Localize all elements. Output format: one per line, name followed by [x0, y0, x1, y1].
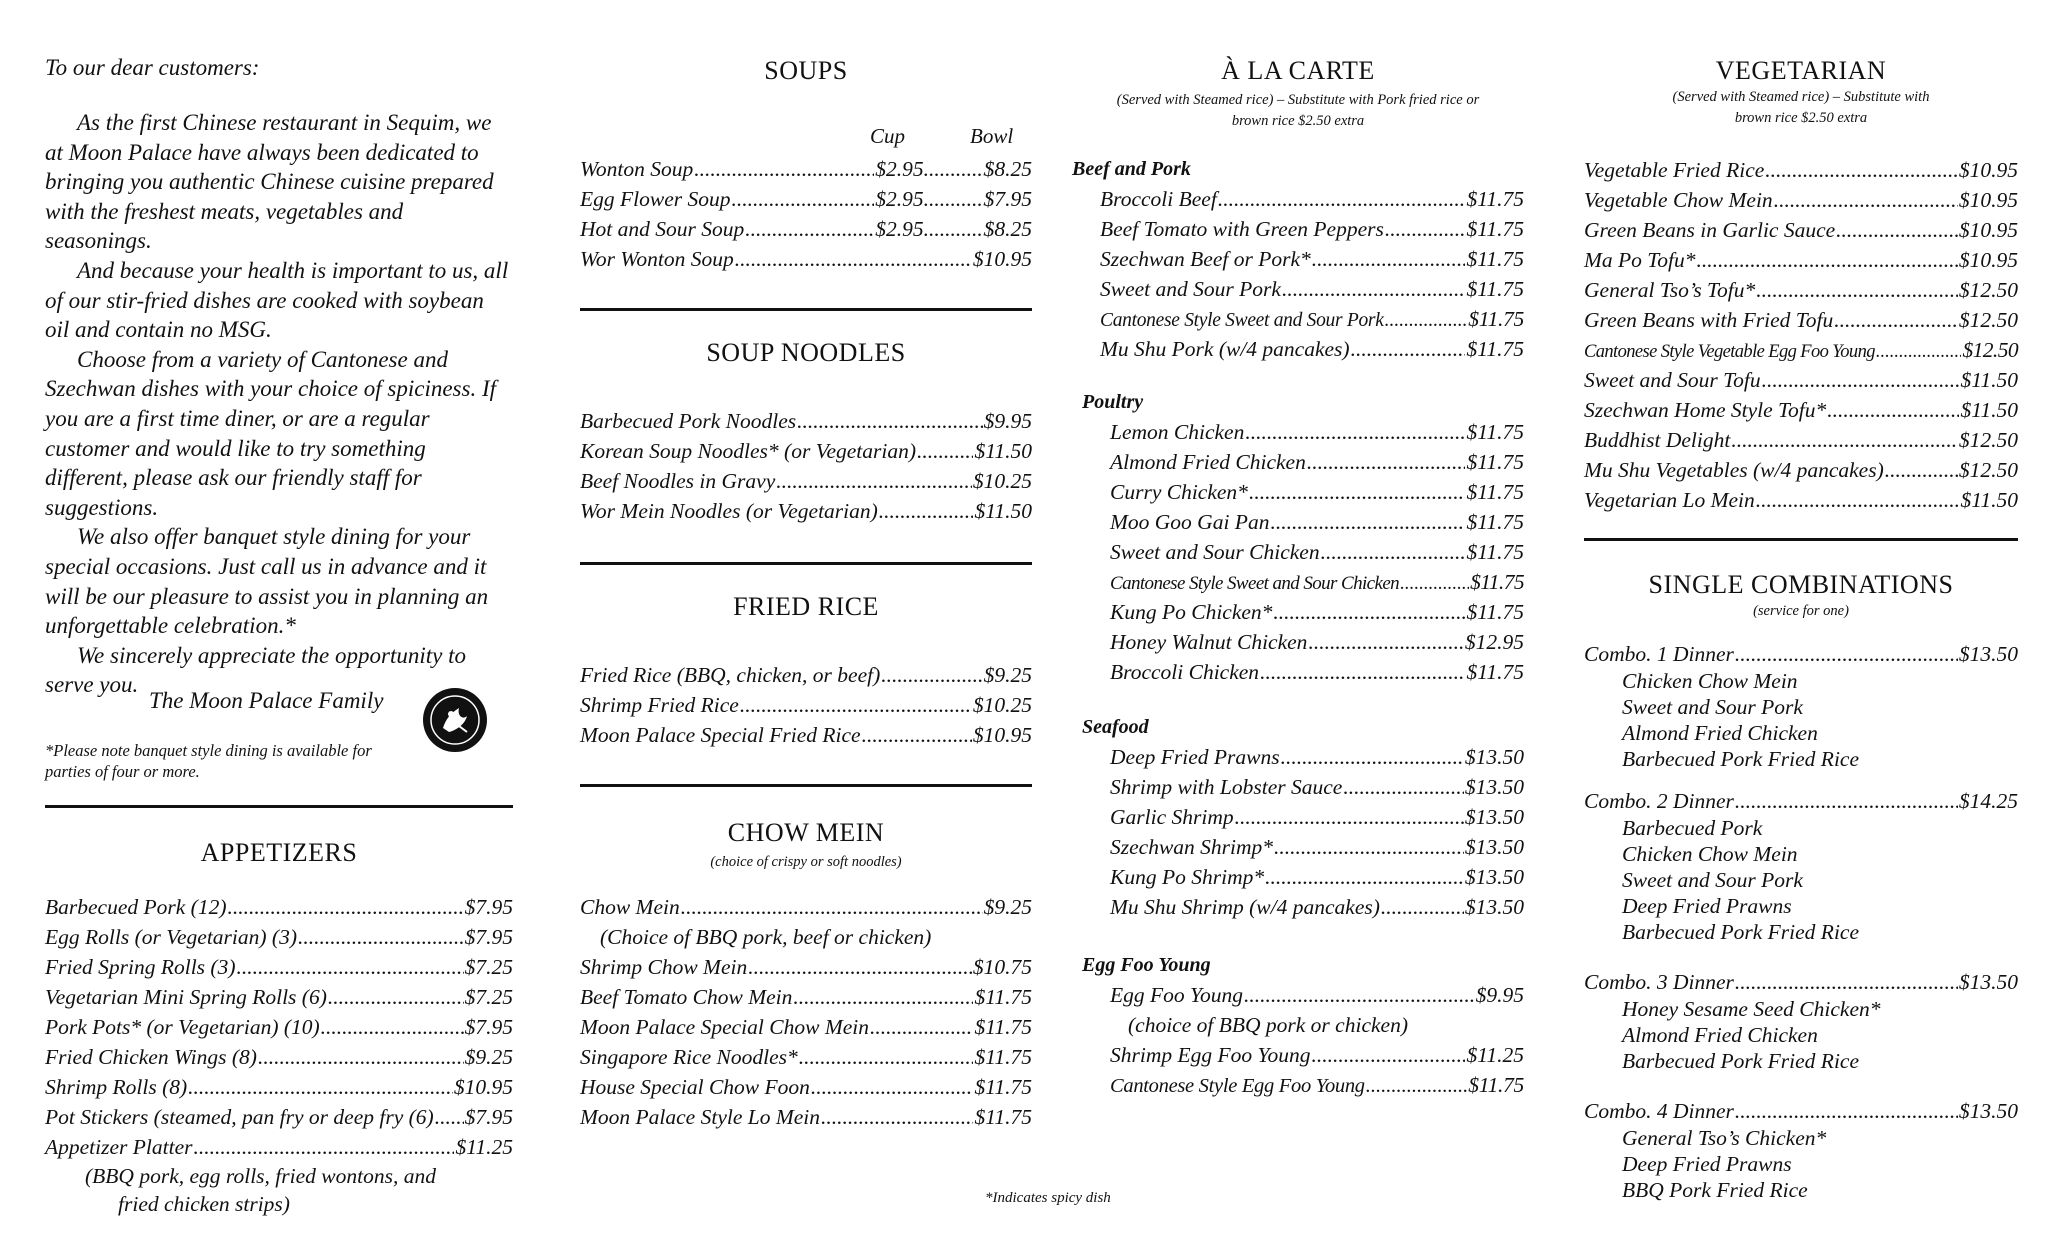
- section-divider: [1584, 538, 2018, 541]
- menu-item: Broccoli Beef ..... $11.75: [1100, 184, 1524, 214]
- combo-1: [1584, 640, 2018, 772]
- intro-paragraph-2: And because your health is important to us, all of our stir-fried dishes are cooked with soybean oil and contain no MSG.: [45, 257, 509, 343]
- fried-rice-title: FRIED RICE: [733, 592, 879, 621]
- menu-item: Egg Foo Young ..... $9.95: [1110, 980, 1524, 1010]
- greeting: To our dear customers:: [45, 55, 260, 80]
- menu-item: Sweet and Sour Pork ..... $11.75: [1100, 274, 1524, 304]
- chow-mein-note: (Choice of BBQ pork, beef or chicken): [600, 925, 932, 949]
- menu-item: Garlic Shrimp ..... $13.50: [1110, 802, 1524, 832]
- menu-item: Cantonese Style Vegetable Egg Foo Young ..... $12.50: [1584, 335, 2018, 365]
- menu-item: Vegetable Chow Mein ..... $10.95: [1584, 185, 2018, 215]
- combo-item: Chicken Chow Mein: [1622, 669, 1798, 693]
- menu-item: Fried Chicken Wings (8) ..... $9.25: [45, 1042, 513, 1072]
- menu-item: Egg Flower Soup ..... $2.95 ..... $7.95: [580, 184, 1032, 214]
- menu-item: Shrimp with Lobster Sauce ..... $13.50: [1110, 772, 1524, 802]
- seafood-section: [1072, 712, 1524, 922]
- spicy-footnote: *Indicates spicy dish: [985, 1190, 1111, 1206]
- menu-item: Moon Palace Special Fried Rice ..... $10.95: [580, 720, 1032, 750]
- menu-item: Barbecued Pork Noodles ..... $9.95: [580, 406, 1032, 436]
- combinations-title: SINGLE COMBINATIONS: [1648, 570, 1954, 599]
- menu-item: Barbecued Pork (12) ..... $7.95: [45, 892, 513, 922]
- menu-item: Kung Po Shrimp* ..... $13.50: [1110, 862, 1524, 892]
- menu-item: Kung Po Chicken* ..... $11.75: [1110, 597, 1524, 627]
- menu-item: Green Beans with Fried Tofu ..... $12.50: [1584, 305, 2018, 335]
- combo-header: Combo. 2 Dinner ..... $14.25: [1584, 787, 2018, 815]
- combo-item: Sweet and Sour Pork: [1622, 868, 1803, 892]
- menu-item: Buddhist Delight ..... $12.50: [1584, 425, 2018, 455]
- menu-item: Shrimp Egg Foo Young ..... $11.25: [1110, 1040, 1524, 1070]
- category-label: Seafood: [1082, 716, 1149, 738]
- combo-item: Barbecued Pork Fried Rice: [1622, 1049, 1860, 1073]
- egg-foo-young-note: (choice of BBQ pork or chicken): [1128, 1013, 1408, 1037]
- combo-3: [1584, 968, 2018, 1074]
- poultry-section: [1072, 387, 1524, 687]
- menu-item: Shrimp Chow Mein ..... $10.75: [580, 952, 1032, 982]
- section-divider: [45, 805, 513, 808]
- menu-item: Moo Goo Gai Pan ..... $11.75: [1110, 507, 1524, 537]
- menu-item: Vegetarian Mini Spring Rolls (6) ..... $7.25: [45, 982, 513, 1012]
- combo-header: Combo. 3 Dinner ..... $13.50: [1584, 968, 2018, 996]
- menu-item: Wor Wonton Soup ..... $10.95: [580, 244, 1032, 274]
- moon-palace-logo-icon: [423, 688, 487, 752]
- menu-item: Szechwan Home Style Tofu* ..... $11.50: [1584, 395, 2018, 425]
- beef-pork-section: [1072, 154, 1524, 364]
- platter-note: fried chicken strips): [118, 1192, 290, 1216]
- menu-item: Mu Shu Vegetables (w/4 pancakes) ..... $12.50: [1584, 455, 2018, 485]
- menu-item: Vegetable Fried Rice ..... $10.95: [1584, 155, 2018, 185]
- category-label: Beef and Pork: [1072, 158, 1191, 180]
- intro-paragraph-3: Choose from a variety of Cantonese and Szechwan dishes with your choice of spiciness. If you are a first time diner, or are a regular customer and would like to try something different, please ask our friendly staff for suggestions.: [45, 346, 496, 520]
- platter-note: (BBQ pork, egg rolls, fried wontons, and: [85, 1164, 436, 1188]
- chow-mein-list: [580, 892, 1032, 1132]
- menu-item: Singapore Rice Noodles* ..... $11.75: [580, 1042, 1032, 1072]
- a-la-carte-subtitle: (Served with Steamed rice) – Substitute with Pork fried rice or: [1116, 92, 1480, 108]
- soup-noodles-list: [580, 406, 1032, 526]
- vegetarian-title: VEGETARIAN: [1715, 56, 1887, 85]
- menu-item: Almond Fried Chicken ..... $11.75: [1110, 447, 1524, 477]
- combo-item: Deep Fried Prawns: [1622, 894, 1792, 918]
- intro-paragraph-4: We also offer banquet style dining for your special occasions. Just call us in advance and it will be our pleasure to assist you in planning an unforgettable celebration.*: [45, 524, 489, 639]
- menu-item: Lemon Chicken ..... $11.75: [1110, 417, 1524, 447]
- menu-item: Wonton Soup ..... $2.95 ..... $8.25: [580, 154, 1032, 184]
- menu-item: Cantonese Style Sweet and Sour Chicken ..... $11.75: [1110, 567, 1524, 597]
- menu-item: Pot Stickers (steamed, pan fry or deep fry (6) ..... $7.95: [45, 1102, 513, 1132]
- menu-item: Vegetarian Lo Mein ..... $11.50: [1584, 485, 2018, 515]
- menu-item: Deep Fried Prawns ..... $13.50: [1110, 742, 1524, 772]
- menu-item: Sweet and Sour Chicken ..... $11.75: [1110, 537, 1524, 567]
- combo-item: Almond Fried Chicken: [1622, 1023, 1818, 1047]
- menu-item: Moon Palace Style Lo Mein ..... $11.75: [580, 1102, 1032, 1132]
- appetizers-list: [45, 892, 513, 1218]
- combo-item: General Tso’s Chicken*: [1622, 1126, 1827, 1150]
- signature: The Moon Palace Family: [149, 688, 384, 713]
- menu-item: Shrimp Rolls (8) ..... $10.95: [45, 1072, 513, 1102]
- menu-item: Chow Mein ..... $9.25: [580, 892, 1032, 922]
- combo-item: BBQ Pork Fried Rice: [1622, 1178, 1808, 1202]
- combo-item: Almond Fried Chicken: [1622, 721, 1818, 745]
- a-la-carte-title: À LA CARTE: [1221, 56, 1375, 85]
- chow-mein-subtitle: (choice of crispy or soft noodles): [710, 854, 902, 870]
- menu-item: Szechwan Beef or Pork* ..... $11.75: [1100, 244, 1524, 274]
- menu-item: Green Beans in Garlic Sauce ..... $10.95: [1584, 215, 2018, 245]
- menu-item: Sweet and Sour Tofu ..... $11.50: [1584, 365, 2018, 395]
- menu-item: Cantonese Style Egg Foo Young ..... $11.75: [1110, 1070, 1524, 1100]
- menu-item: Ma Po Tofu* ..... $10.95: [1584, 245, 2018, 275]
- menu-item: Fried Rice (BBQ, chicken, or beef) ..... $9.25: [580, 660, 1032, 690]
- menu-item: Egg Rolls (or Vegetarian) (3) ..... $7.95: [45, 922, 513, 952]
- menu-item: Moon Palace Special Chow Mein ..... $11.75: [580, 1012, 1032, 1042]
- egg-foo-young-section: [1072, 950, 1524, 1100]
- soup-noodles-title: SOUP NOODLES: [706, 338, 906, 367]
- intro-paragraph-1: As the first Chinese restaurant in Sequim, we at Moon Palace have always been dedicated to bringing you authentic Chinese cuisine prepared with the freshest meats, vegetables and seasonings.: [45, 110, 494, 254]
- combo-2: [1584, 787, 2018, 945]
- combo-item: Barbecued Pork: [1622, 816, 1763, 840]
- menu-item: Hot and Sour Soup ..... $2.95 ..... $8.25: [580, 214, 1032, 244]
- menu-item: Cantonese Style Sweet and Sour Pork ..... $11.75: [1100, 304, 1524, 334]
- menu-item: Curry Chicken* ..... $11.75: [1110, 477, 1524, 507]
- menu-item: Appetizer Platter ..... $11.25: [45, 1132, 513, 1162]
- combo-item: Honey Sesame Seed Chicken*: [1622, 997, 1881, 1021]
- combo-header: Combo. 4 Dinner ..... $13.50: [1584, 1097, 2018, 1125]
- menu-item: Fried Spring Rolls (3) ..... $7.25: [45, 952, 513, 982]
- combo-item: Barbecued Pork Fried Rice: [1622, 920, 1860, 944]
- section-divider: [580, 308, 1032, 311]
- intro-paragraph-5: We sincerely appreciate the opportunity to serve you.: [45, 642, 466, 698]
- fried-rice-list: [580, 660, 1032, 750]
- soups-list: [580, 154, 1032, 274]
- category-label: Poultry: [1082, 391, 1144, 413]
- menu-item: Shrimp Fried Rice ..... $10.25: [580, 690, 1032, 720]
- menu-item: Wor Mein Noodles (or Vegetarian) ..... $11.50: [580, 496, 1032, 526]
- menu-item: Honey Walnut Chicken ..... $12.95: [1110, 627, 1524, 657]
- section-divider: [580, 562, 1032, 565]
- vegetarian-list: [1584, 155, 2018, 515]
- combo-item: Chicken Chow Mein: [1622, 842, 1798, 866]
- category-label: Egg Foo Young: [1082, 954, 1211, 976]
- soups-title: SOUPS: [764, 56, 848, 85]
- menu-item: Pork Pots* (or Vegetarian) (10) ..... $7.95: [45, 1012, 513, 1042]
- combo-item: Deep Fried Prawns: [1622, 1152, 1792, 1176]
- menu-item: House Special Chow Foon ..... $11.75: [580, 1072, 1032, 1102]
- menu-item: Beef Tomato Chow Mein ..... $11.75: [580, 982, 1032, 1012]
- menu-item: Szechwan Shrimp* ..... $13.50: [1110, 832, 1524, 862]
- cup-label: Cup: [870, 124, 906, 148]
- intro-letter: [45, 108, 513, 700]
- a-la-carte-subtitle: brown rice $2.50 extra: [1231, 113, 1365, 129]
- menu-item: Beef Noodles in Gravy ..... $10.25: [580, 466, 1032, 496]
- menu-item: Korean Soup Noodles* (or Vegetarian) ..... $11.50: [580, 436, 1032, 466]
- banquet-footnote: *Please note banquet style dining is available for parties of four or more.: [45, 741, 372, 781]
- vegetarian-subtitle: brown rice $2.50 extra: [1734, 110, 1868, 126]
- combo-header: Combo. 1 Dinner ..... $13.50: [1584, 640, 2018, 668]
- vegetarian-subtitle: (Served with Steamed rice) – Substitute with: [1672, 89, 1930, 105]
- section-divider: [580, 784, 1032, 787]
- combo-4: [1584, 1097, 2018, 1203]
- menu-item: Mu Shu Shrimp (w/4 pancakes) ..... $13.50: [1110, 892, 1524, 922]
- combo-item: Barbecued Pork Fried Rice: [1622, 747, 1860, 771]
- combinations-subtitle: (service for one): [1753, 603, 1849, 619]
- chow-mein-title: CHOW MEIN: [727, 818, 885, 847]
- menu-item: Mu Shu Pork (w/4 pancakes) ..... $11.75: [1100, 334, 1524, 364]
- appetizers-title: APPETIZERS: [200, 838, 358, 867]
- combo-item: Sweet and Sour Pork: [1622, 695, 1803, 719]
- menu-item: Beef Tomato with Green Peppers ..... $11.75: [1100, 214, 1524, 244]
- menu-item: Broccoli Chicken ..... $11.75: [1110, 657, 1524, 687]
- bowl-label: Bowl: [970, 124, 1014, 148]
- menu-item: General Tso’s Tofu* ..... $12.50: [1584, 275, 2018, 305]
